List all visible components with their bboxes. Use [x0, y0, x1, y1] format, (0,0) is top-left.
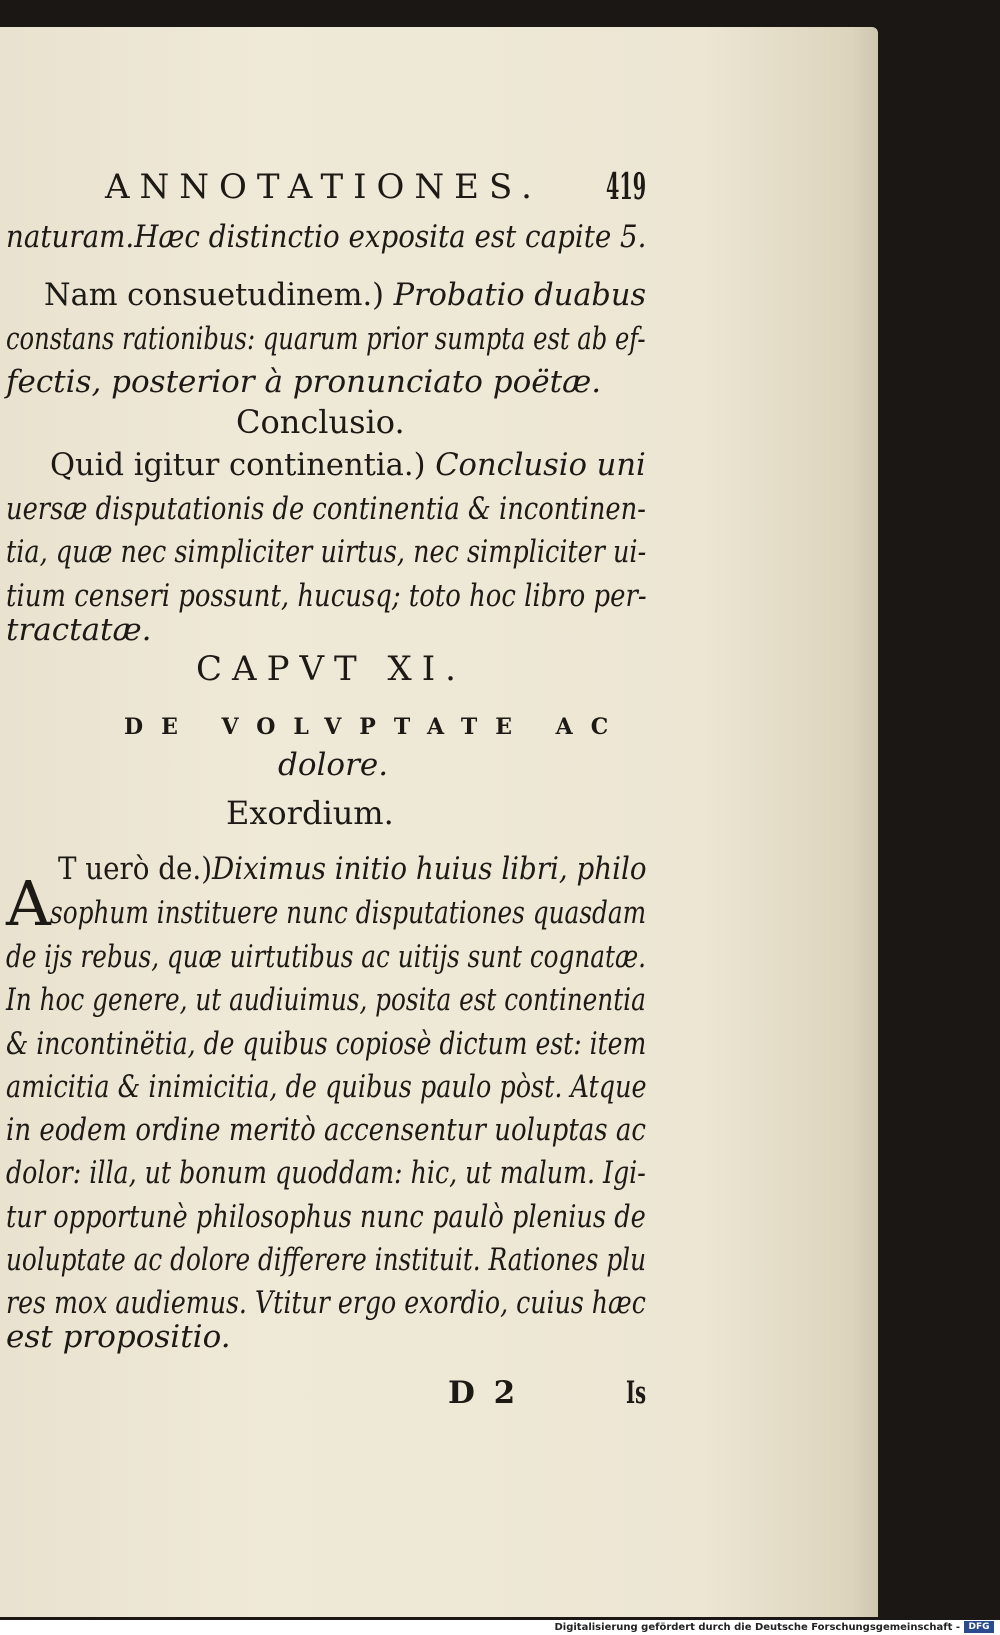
text-line-body: Diximus initio huius libri, philo — [212, 851, 647, 887]
catchword: Is — [626, 1375, 646, 1411]
chapter-subtitle: DE VOLVPTATE AC — [124, 714, 627, 740]
text-line — [6, 362, 601, 402]
text-line-body: tium censeri possunt, hucusq; toto hoc libro per- — [6, 578, 647, 614]
text-line-body: In hoc genere, ut audiuimus, posita est continentia — [6, 982, 646, 1018]
text-line — [6, 937, 646, 977]
dfg-logo-icon: DFG — [964, 1621, 994, 1633]
text-line — [50, 445, 646, 485]
lemma: Quid igitur continentia.) — [50, 447, 426, 483]
text-line — [50, 893, 646, 933]
text-line — [44, 275, 646, 315]
text-line-body: & incontinëtia, de quibus copiosè dictum est: item — [6, 1026, 647, 1062]
page-number: 419 — [606, 166, 647, 208]
text-line — [6, 980, 646, 1020]
text-line-body: in eodem ordine meritò accensentur uoluptas ac — [6, 1112, 646, 1148]
text-line-body: de ijs rebus, quæ uirtutibus ac uitijs sunt cognatæ. — [6, 939, 647, 975]
text-line — [6, 489, 646, 529]
heading-exordium: Exordium. — [226, 794, 394, 832]
text-line — [6, 1067, 647, 1107]
text-line-body: tia, quæ nec simpliciter uirtus, nec simpliciter ui- — [6, 534, 647, 570]
text-line — [6, 1153, 646, 1193]
running-head: ANNOTATIONES. — [105, 167, 542, 207]
text-line-body: sophum instituere nunc disputationes quasdam — [50, 895, 647, 931]
text-line-body: amicitia & inimicitia, de quibus paulo pòst. Atque — [6, 1069, 647, 1105]
text-line-body: Conclusio uni — [425, 447, 646, 483]
text-line — [58, 849, 647, 889]
text-line — [6, 532, 646, 572]
drop-cap: A — [6, 867, 51, 940]
chapter-subtitle-rest: dolore. — [278, 747, 389, 783]
text-line — [6, 217, 646, 257]
text-line-body: Probatio duabus — [383, 277, 647, 313]
text-line-body: uersæ disputationis de continentia & incontinen- — [6, 491, 646, 527]
text-line-body: constans rationibus: quarum prior sumpta est ab ef- — [6, 321, 646, 357]
heading-conclusio: Conclusio. — [236, 403, 405, 441]
text-line — [6, 1110, 646, 1150]
text-line-body: naturam.Hæc distinctio exposita est capite 5. — [6, 219, 647, 255]
text-line-body: fectis, posterior à pronunciato poëtæ. — [6, 364, 602, 400]
text-line — [6, 1240, 646, 1280]
book-page — [0, 27, 878, 1617]
text-line-body: tractatæ. — [6, 612, 152, 648]
text-line — [6, 319, 646, 359]
credit-text: Digitalisierung gefördert durch die Deutsche Forschungsgemeinschaft - — [554, 1622, 960, 1633]
text-line — [6, 1024, 646, 1064]
chapter-title: CAPVT XI. — [196, 649, 466, 689]
text-line-body: tur opportunè philosophus nunc paulò plenius de — [6, 1199, 646, 1235]
text-line-body: uoluptate ac dolore differere instituit. Rationes plu — [6, 1242, 647, 1278]
lemma: T uerò de.) — [58, 851, 213, 887]
lemma: Nam consuetudinem.) — [44, 277, 384, 313]
text-line-body: res mox audiemus. Vtitur ergo exordio, cuius hæc — [6, 1285, 646, 1321]
text-line — [6, 1197, 646, 1237]
text-line — [6, 610, 152, 650]
signature-mark: D 2 — [448, 1375, 520, 1411]
text-line — [6, 1317, 231, 1357]
text-line-body: dolor: illa, ut bonum quoddam: hic, ut malum. Igi- — [6, 1155, 646, 1191]
text-line-body: est propositio. — [6, 1319, 231, 1355]
page-content — [0, 27, 878, 1617]
